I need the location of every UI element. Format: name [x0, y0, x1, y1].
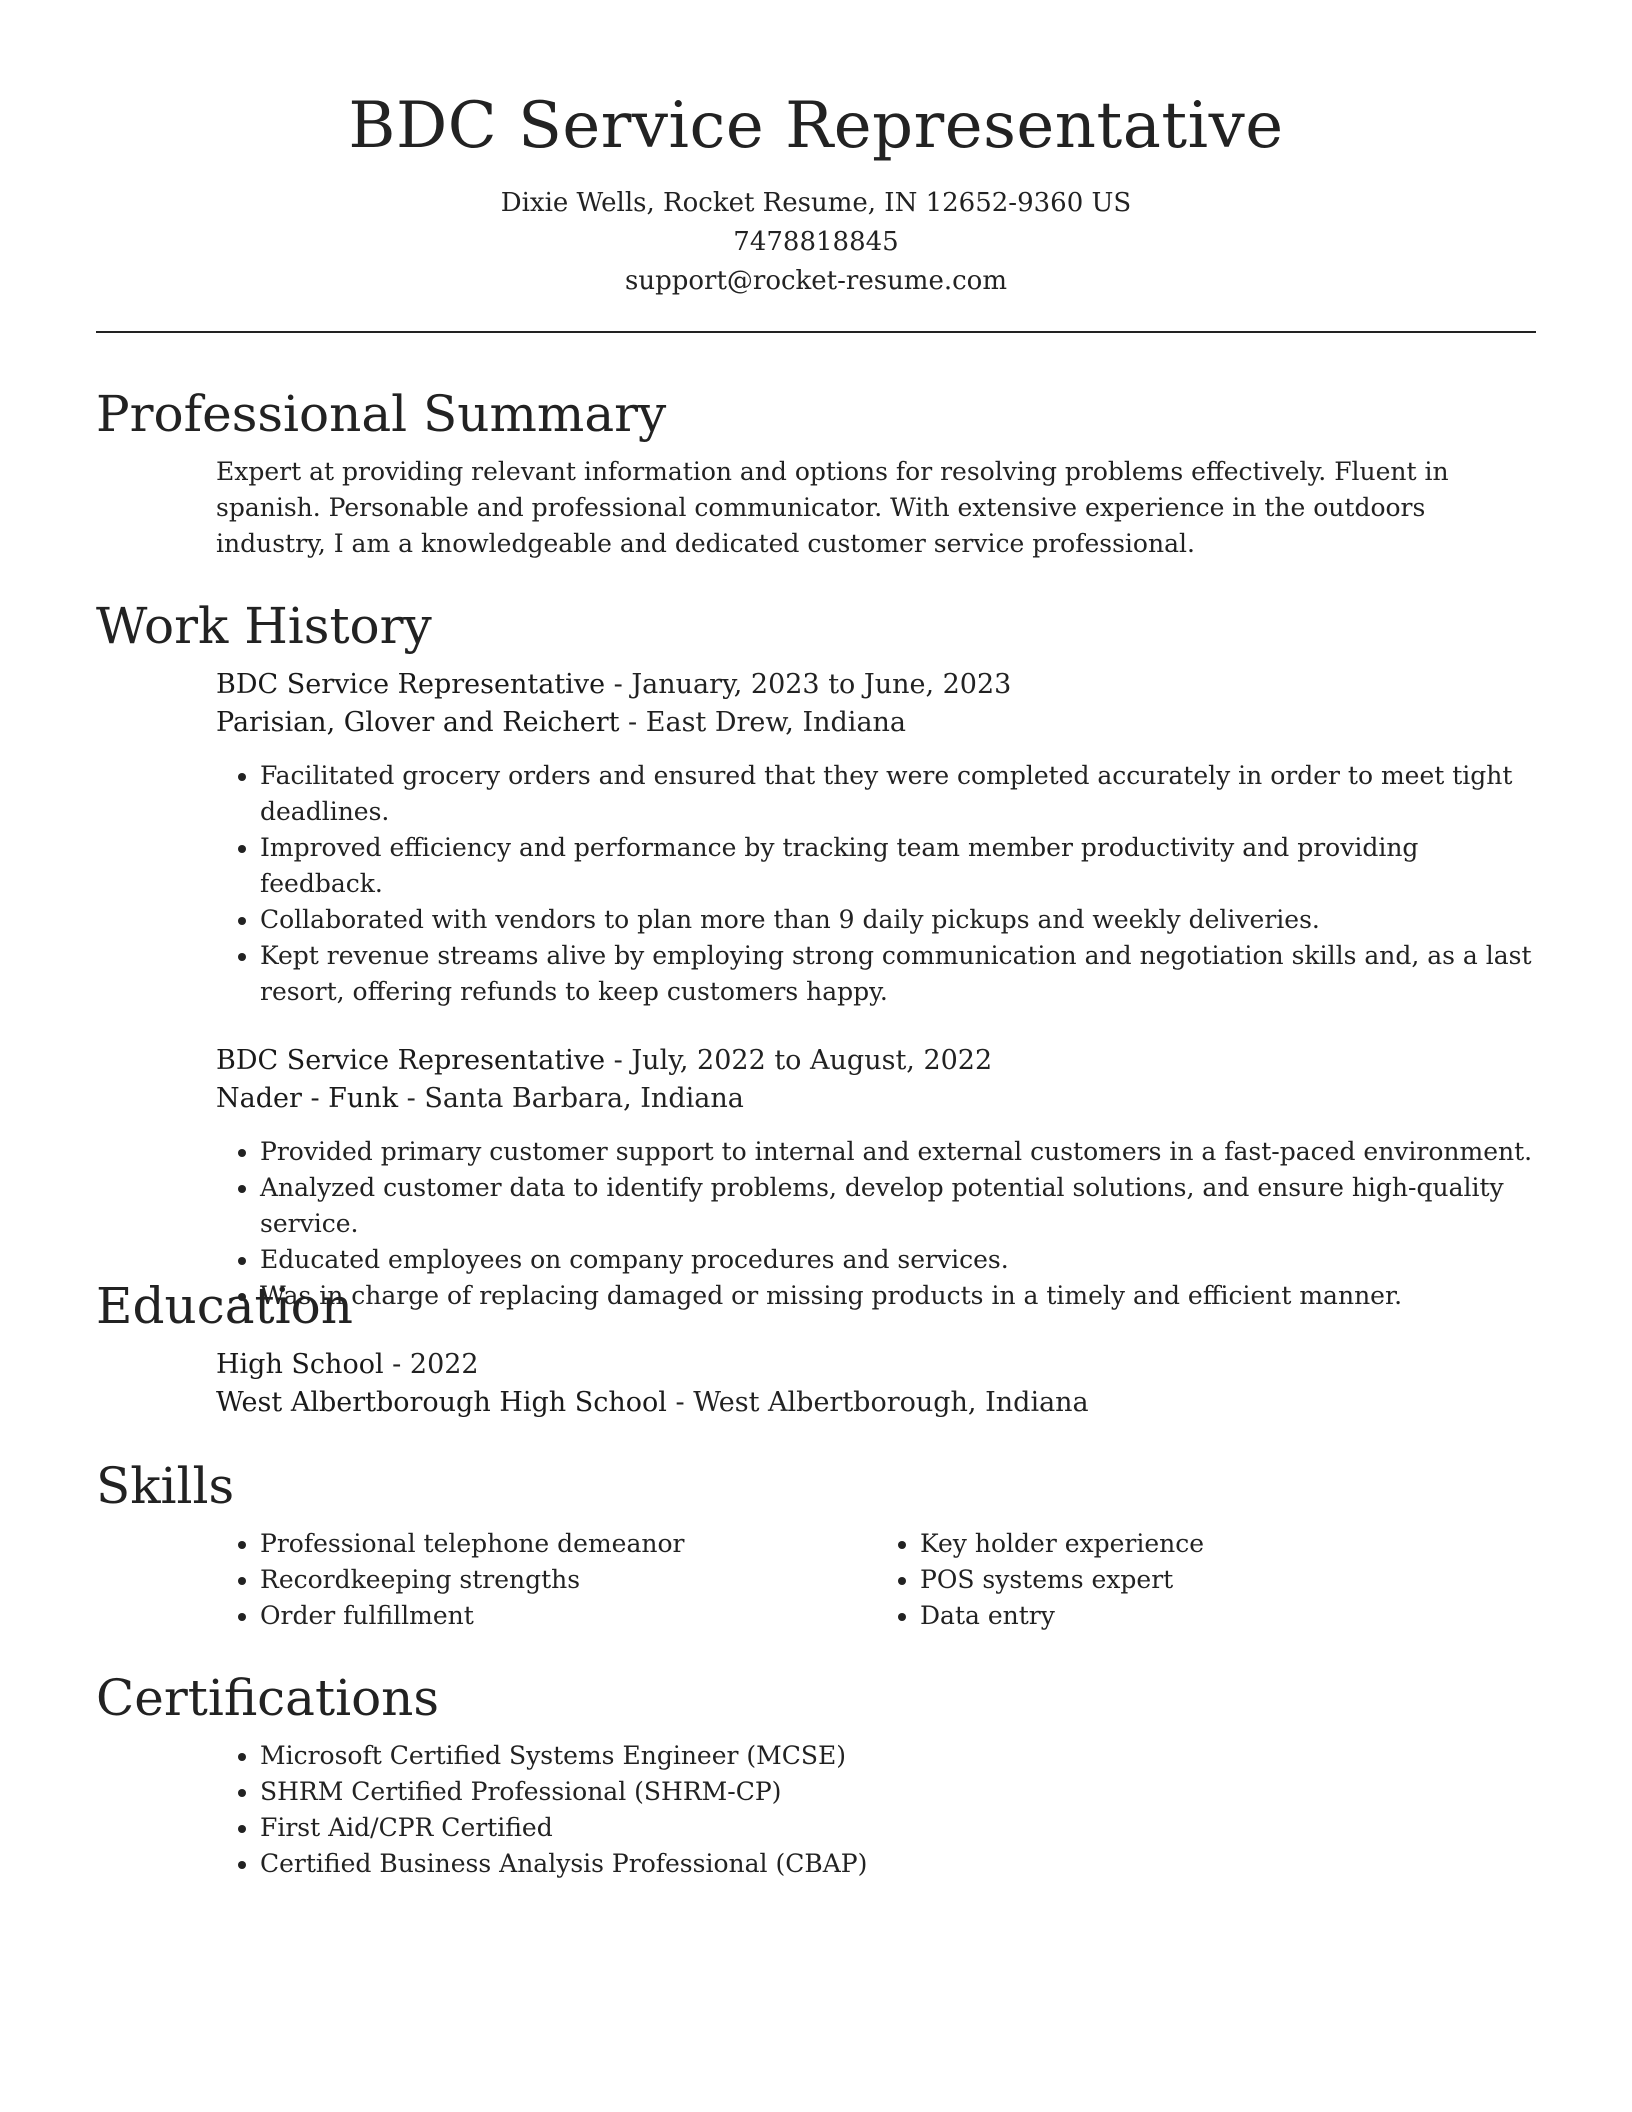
resume-page	[96, 0, 1536, 1878]
list-item: • Provided primary customer support to internal and external customers in a fast-paced environment.	[260, 1134, 1536, 1170]
list-item: • Was in charge of replacing damaged or missing products in a timely and efficient manner.	[260, 1278, 1536, 1314]
job-company-line	[216, 704, 1536, 742]
education-location: West Albertborough, Indiana	[693, 1387, 1089, 1418]
work-title: Work History	[96, 597, 432, 655]
list-item: • Collaborated with vendors to plan more than 9 daily pickups and weekly deliveries.	[260, 902, 1536, 938]
job-company-line	[216, 1080, 1536, 1118]
skills-section	[96, 1454, 1536, 1634]
certifications-section	[96, 1666, 1536, 1882]
list-item: • Order fulfillment	[260, 1598, 876, 1634]
summary-section	[96, 382, 1536, 562]
education-degree-line	[216, 1346, 1536, 1384]
job-dates: January, 2023 to June, 2023	[631, 669, 1012, 700]
job-location: Santa Barbara, Indiana	[424, 1083, 744, 1114]
list-item: • Key holder experience	[920, 1526, 1536, 1562]
header-divider	[96, 331, 1536, 333]
contact-address: Dixie Wells, Rocket Resume, IN 12652-9360 US	[500, 188, 1132, 218]
education-year: 2022	[409, 1349, 479, 1380]
list-item: • Improved efficiency and performance by tracking team member productivity and providing feedback.	[260, 830, 1536, 902]
separator: -	[383, 1349, 410, 1380]
resume-header	[96, 0, 1536, 333]
candidate-name: BDC Service Representative	[348, 89, 1284, 163]
education-school: West Albertborough High School	[216, 1387, 667, 1418]
list-item: • Analyzed customer data to identify problems, develop potential solutions, and ensure high-quality service.	[260, 1170, 1536, 1242]
list-item: • SHRM Certified Professional (SHRM-CP)	[260, 1774, 1536, 1810]
list-item: • Kept revenue streams alive by employing strong communication and negotiation skills and, as a last resort, offering refunds to keep customers happy.	[260, 938, 1536, 1010]
skills-title: Skills	[96, 1457, 235, 1515]
job-company: Nader - Funk	[216, 1083, 399, 1114]
separator: -	[619, 707, 646, 738]
list-item: • Professional telephone demeanor	[260, 1526, 876, 1562]
job-role: BDC Service Representative	[216, 669, 606, 700]
skills-column-left	[216, 1526, 876, 1634]
contact-phone: 7478818845	[733, 227, 899, 257]
skills-grid	[216, 1526, 1536, 1634]
list-item: • Recordkeeping strengths	[260, 1562, 876, 1598]
certifications-title: Certifications	[96, 1669, 440, 1727]
contact-block	[96, 184, 1536, 301]
job-entry	[216, 666, 1536, 1010]
separator: -	[666, 1387, 694, 1418]
skills-column-right	[876, 1526, 1536, 1634]
job-company: Parisian, Glover and Reichert	[216, 707, 620, 738]
job-bullets	[216, 758, 1536, 1010]
job-role: BDC Service Representative	[216, 1045, 606, 1076]
list-item: • Facilitated grocery orders and ensured that they were completed accurately in order to meet tight deadlines.	[260, 758, 1536, 830]
job-dates: July, 2022 to August, 2022	[631, 1045, 993, 1076]
education-section	[96, 1274, 1536, 1422]
separator: -	[605, 669, 632, 700]
contact-email: support@rocket-resume.com	[624, 266, 1007, 296]
job-title-line	[216, 666, 1536, 704]
list-item: • Certified Business Analysis Professional (CBAP)	[260, 1846, 1536, 1882]
work-section	[96, 594, 1536, 1314]
separator: -	[605, 1045, 632, 1076]
list-item: • Data entry	[920, 1598, 1536, 1634]
list-item: • POS systems expert	[920, 1562, 1536, 1598]
education-school-line	[216, 1384, 1536, 1422]
job-title-line	[216, 1042, 1536, 1080]
summary-text: Expert at providing relevant information and options for resolving problems effectively. Fluent in spanish. Personable and professional communicator. With extensive experience in the outdoors industry, I am a knowledgeable and dedicated customer service professional.	[216, 457, 1449, 558]
list-item: • Microsoft Certified Systems Engineer (MCSE)	[260, 1738, 1536, 1774]
list-item: • First Aid/CPR Certified	[260, 1810, 1536, 1846]
list-item: • Educated employees on company procedures and services.	[260, 1242, 1536, 1278]
education-title: Education	[96, 1277, 353, 1335]
certifications-list	[216, 1738, 1536, 1882]
separator: -	[398, 1083, 425, 1114]
summary-title: Professional Summary	[96, 385, 667, 443]
education-degree: High School	[216, 1349, 384, 1380]
job-location: East Drew, Indiana	[645, 707, 907, 738]
